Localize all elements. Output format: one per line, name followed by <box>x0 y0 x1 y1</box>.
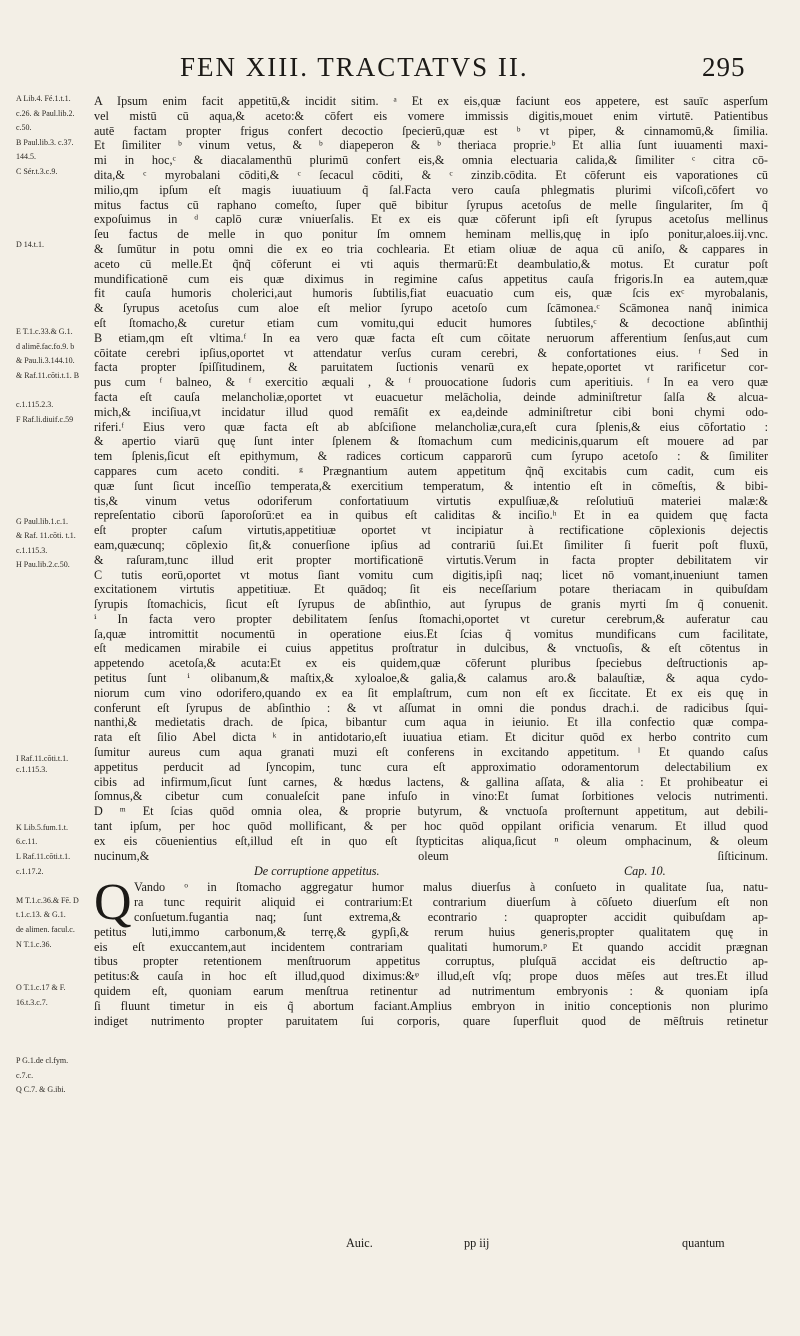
margin-note: N T.1.c.36. <box>16 939 52 949</box>
text-line: tis,& vinum vetus odoriferum confortatiuum virtutis expulſiuæ,& reſolutiuū materiei malæ:& <box>94 493 768 508</box>
margin-note: c.1.115.3. <box>16 545 48 555</box>
drop-cap: Q <box>94 874 132 932</box>
text-line: pus cum ᶠ balneo, & ᶠ exercitio æquali , & ᶠ prouocatione ſudoris cum aperitiuis. ᶠ In ea vero quæ <box>94 375 768 390</box>
text-line: ſa,quæ intromittit nocumentū in operatione eius.Et ſcias q̃ vomitus mundificans cum facilitate, <box>94 626 768 641</box>
text-line: & apertio viarū quę ſunt inter ſplenem & ſtomachum cum medicinis,quarum eſt mouere ad par <box>94 434 768 449</box>
page-footer <box>94 1236 768 1256</box>
text-line: conferunt eſt ſyrupus de abſinthio : & vt aſſumat in omni die pondus drach.i. de radicibus ſqui- <box>94 700 768 715</box>
text-line: Vando ᵒ in ſtomacho aggregatur humor malus diuerſus à conſueto in qualitate ſua, natu- <box>134 880 768 895</box>
margin-note: d alimē.fac.fo.9. b <box>16 341 75 351</box>
text-line: B etiam,qm eſt vltima.ᶠ In ea vero quæ facta eſt cum cōitate neruorum afferentium ſenſus,aut cum <box>94 330 768 345</box>
text-line: tibus propter retentionem menſtruorum appetitus corruptus, pluſquā accidat eis deſtructio ap- <box>94 954 768 969</box>
text-line: facta eſt cauſa melancholiæ,oportet vt euacuetur melācholia, deinde adminiſtretur ſalſa & alcua- <box>94 389 768 404</box>
margin-note: P G.1.de cl.fym. <box>16 1056 69 1066</box>
margin-note: F Raf.li.diuif.c.59 <box>16 414 74 424</box>
text-line: tant ipſum, per hoc quōd mollificant, & per hoc quōd oppilant orificia venarum. Et illud quod <box>94 819 768 834</box>
text-line: eſt propter caſum virtutis,appetitiuæ oportet vt incipiatur à rectificatione cōplexionis dejectis <box>94 523 768 538</box>
margin-note: de alimen. facul.c. <box>16 924 75 934</box>
text-line: quæ ſunt ſicut inceſſio temperata,& exercitium temperatum, & intentio eſt in cōmeſtis, & bibi- <box>94 478 768 493</box>
text-line: eſt ſtomacho,& curetur etiam cum vomitu,qui educit humores ſubtiles,ᶜ & decoctione abſinthij <box>94 315 768 330</box>
margin-note: B Paul.lib.3. c.37. <box>16 137 74 147</box>
margin-note: c.1.17.2. <box>16 866 44 876</box>
text-line: mitus factus cū raphano comeſto, ſuper quē bibitur ſyrupus acetoſus de melle ſingulariter, ſm q̃ <box>94 197 768 212</box>
text-line: cappares cum aceto conditi. ᵍ Prægnantium autem appetitum q̃nq̃ excitabis cum cadit, cum eis <box>94 463 768 478</box>
text-line: & raſuram,tunc illud erit propter mortificationē virtutis.Verum in facta propter debilitatem vir <box>94 552 768 567</box>
margin-note: 144.5. <box>16 152 36 162</box>
text-line: cibis ad infirmum,ſicut ſunt carnes, & hœdus lactens, & gallina aſſata, & alia : Et prohibeatur ei <box>94 774 768 789</box>
chapter-title: De corruptione appetitus. <box>254 864 380 879</box>
main-text <box>94 94 768 1234</box>
text-line: eis eſt exuccantem,aut incidentem contrariam qualitati humorum.ᵖ Et quando accidit prægnan <box>94 939 768 954</box>
text-line: autē factam propter frigus confert decoctio ſpecierū,quæ est ᵇ vt piper, & cinnamomū,& ſimilia. <box>94 123 768 138</box>
chapter-number: Cap. 10. <box>624 864 666 879</box>
margin-note: K Lib.5.fum.1.t. <box>16 822 68 832</box>
margin-note: 16.t.3.c.7. <box>16 997 48 1007</box>
text-line: mundificationē cum eis quæ diximus in regimine caſus appetitus cauſa frigoris.In ea autem,quæ <box>94 271 768 286</box>
body-paragraph <box>94 94 768 863</box>
text-line: expoſuimus in ᵈ caplō curæ vniuerſalis. Et ex eis quæ cōferunt ipſi eſt ſyrupus acetoſus mellinus <box>94 212 768 227</box>
text-line: niorum cum vino odorifero,quando ex ea ſit emplaſtrum, cum non eſt ex ſiccitate. Et ex eis quę in <box>94 685 768 700</box>
text-line: nanthi,& medietatis drach. de ſpica, bibantur cum aqua in ieiunio. Et illa confectio quæ compa- <box>94 715 768 730</box>
text-line: rata eſt ſilio Abel dicta ᵏ in antidotario,eſt iuuatiua etiam. Et dicitur quōd ex herbo contrito cum <box>94 730 768 745</box>
text-line: D ᵐ Et ſcias quōd omnia olea, & proprie butyrum, & vnctuoſa proſternunt appetitum, aut debili- <box>94 804 768 819</box>
text-line: conſuetum.fugantia naq; ſunt extrema,& econtrario : quapropter accidit quibuſdam ap- <box>134 910 768 925</box>
text-line: fit cauſa humoris cholerici,aut humoris ſubtilis,fiat euacuatio cum eis, quæ ſcis exᶜ myrobalanis, <box>94 286 768 301</box>
text-line: eſt medicamen mirabile ei cuius appetitus proſtratur in dulcibus, & vnctuoſis, & eſt cōtentus in <box>94 641 768 656</box>
margin-note: & Raf. 11.cōti. t.1. <box>16 531 76 541</box>
page-header <box>0 52 800 92</box>
margin-note: c.1.115.2.3. <box>16 400 54 410</box>
text-line: ⁱ In facta vero propter debilitatem ſenſus ſtomachi,oportet vt curetur cerebrum,& auferatur cau <box>94 611 768 626</box>
margin-note: & Raf.11.cōti.t.1. B <box>16 370 80 380</box>
margin-note: c.1.115.3. <box>16 764 48 774</box>
text-line: appetendo acetoſa,& acuta:Et ex eis quidem,quæ cōferunt pluribus ſpeciebus deſtructionis ap- <box>94 656 768 671</box>
text-line: excitationem virtutis appetitiuæ. Et quādoq; ſit eis neceſſarium potare theriacam in quibuſdam <box>94 582 768 597</box>
text-line: tem ſplenis,ſicut eſt epithymum, & radices corticum capparorū cum ſyrupo acetoſo : & ſimiliter <box>94 449 768 464</box>
text-line: mich,& inciſiua,vt incidatur illud quod remāſit ex ea,deinde adminiſtretur cibi boni chymi odo- <box>94 404 768 419</box>
margin-note: M T.1.c.36.& Fē. D <box>16 895 79 905</box>
text-line: eam,quæcunq; cōplexio ſit,& conuerſione ipſius ad contrariū ſui.Et ſimiliter ſi fuerit poſt fluxū, <box>94 537 768 552</box>
text-line: petitus ſunt ⁱ olibanum,& maſtix,& xyloaloe,& galia,& calamus aro.& balauſtiæ, & aqua cydo- <box>94 671 768 686</box>
text-line: quidem eſt, quoniam earum menſtrua retinentur ad nutrimentum embryonis : & quoniam ipſa <box>94 984 768 999</box>
text-line: ex eis cōuenientius eſt,illud eſt in quo eſt ſtypticitas aliqua,ſicut ⁿ oleum omphacinum, & oleum <box>94 833 768 848</box>
text-line: ſyrupis ſtomachicis, ſicut eſt ſyrupus de abſinthio, aut ſyrupus de granis myrti ſm q̃ conuenit. <box>94 597 768 612</box>
margin-note: t.1.c.13. & G.1. <box>16 910 66 920</box>
text-line: mi in hoc,ᶜ & diacalamenthū plurimū confert eis,& omnia electuaria calida,& ſimiliter ᶜ citra cō- <box>94 153 768 168</box>
running-head: FEN XIII. TRACTATVS II. <box>180 52 529 82</box>
text-line: ſumitur aureus cum aqua granati muzi eſt conferens in excitando appetitum. ˡ Et quando caſus <box>94 745 768 760</box>
text-line: ſi fluunt timetur in eis q̃ abortum faciant.Amplius embryon in initio conceptionis non plurimo <box>94 998 768 1013</box>
text-line: ſomnus,& cibetur cum conualeſcit pane infuſo in vino:Et ſumat ſorbitiones velocis nutrimenti. <box>94 789 768 804</box>
text-line: & ſyrupus acetoſus cum aloe eſt melior ſyrupo acetoſo cum ſcāmonea.ᶜ Scāmonea nanq̃ inimica <box>94 301 768 316</box>
gathering-mark: pp iij <box>464 1236 490 1250</box>
catchword: quantum <box>682 1236 725 1250</box>
text-line: ra tunc requirit aliquid ei contrarium:Et contrarium diuerſum à cōſueto diuerſum eſt non <box>134 895 768 910</box>
margin-note: E T.1.c.33.& G.1. <box>16 327 73 337</box>
footer-signature: Auic. <box>346 1236 373 1250</box>
margin-note: A Lib.4. Fé.1.t.1. <box>16 94 71 103</box>
margin-note: H Pau.lib.2.c.50. <box>16 560 70 570</box>
text-line: & ſumūtur in potu omni die ex eo tria cochlearia. Et etiam oliuæ de aqua cū aniſo, & cappares in <box>94 241 768 256</box>
margin-notes <box>16 94 88 1234</box>
text-line: appetitus perducit ad ſyncopim, tunc cura eſt approximatio odoramentorum delectabilium ex <box>94 759 768 774</box>
text-line: repreſentatio ciborū ſaporoſorū:et ea in quibus eſt caliditas & inciſio.ʰ Et in ea quidem quę facta <box>94 508 768 523</box>
margin-note: c.26. & Paul.lib.2. <box>16 108 75 118</box>
text-line: aceto cū melle.Et q̃nq̃ cōferunt ei vti aquis thermarū:Et deambulatio,& motus. Et curatur poſt <box>94 256 768 271</box>
text-line: facta propter ſpiſſitudinem, & paruitatem ſuctionis venarū ex hepate,oportet vt rarificetur cor- <box>94 360 768 375</box>
margin-note: I Raf.11.cōti.t.1. <box>16 754 69 764</box>
chapter-paragraph <box>94 874 768 1028</box>
text-line: vel mistū cū aqua,& aceto:& cōfert eis vomere immissis digitis,mouet enim virtutē. Patientibus <box>94 108 768 123</box>
text-line: milio,qm ipſum eſt magis iuuatiuum q̃ ſal.Facta vero cauſa phlegmatis plurimi viſcoſi,cōfert vo <box>94 182 768 197</box>
chapter-heading <box>94 863 768 880</box>
margin-note: L Raf.11.cōti.t.1. <box>16 852 71 862</box>
margin-note: 6.c.11. <box>16 837 38 847</box>
text-line: indiget nutrimento propter paruitatem ſui corporis, quare ſuperfluit quod de mēſtruis retinetur <box>94 1013 768 1028</box>
margin-note: C Sér.t.3.c.9. <box>16 166 58 176</box>
margin-note: O T.1.c.17 & F. <box>16 983 66 993</box>
text-line: cōitate cerebri ipſius,oportet vt attendatur verſus curam cerebri, & confortationes eius. ᶠ Sed in <box>94 345 768 360</box>
margin-note: Q C.7. & G.ibi. <box>16 1085 66 1095</box>
margin-note: c.50. <box>16 123 32 133</box>
text-line: petitus luti,immo carbonum,& terrę,& gypſi,& rerum huius generis,propter qualitatem quę in <box>94 924 768 939</box>
text-line: nucinum,& oleum ſiſticinum. <box>94 848 768 863</box>
text-line: dita,& ᶜ myrobalani cōditi,& ᶜ ſecacul cōditi, & ᶜ zinzib.cōdita. Et cōferunt eis vaporationes cū <box>94 167 768 182</box>
margin-note: c.7.c. <box>16 1070 34 1080</box>
folio-number: 295 <box>702 52 746 82</box>
margin-note: G Paul.lib.1.c.1. <box>16 516 68 526</box>
text-line: A Ipsum enim facit appetitū,& incidit sitim. ᵃ Et ex eis,quæ faciunt eos appetere, est sauīc asperſum <box>94 94 768 108</box>
margin-note: & Pau.li.3.144.10. <box>16 356 75 366</box>
text-line: riferi.ᶠ Eius vero quæ facta eſt ab abſciſione melancholiæ,cura,eſt cura ſplenis,& eius cōfortatio : <box>94 419 768 434</box>
text-line: C tutis eorū,oportet vt motus ſiant vomitu cum digitis,ipſi naq; licet nō vomant,inueniunt tamen <box>94 567 768 582</box>
text-line: Et ſimiliter ᵇ vinum vetus, & ᵇ diapeperon & ᵇ theriaca proprie.ᵇ Et allia ſunt iuuamenti maxi- <box>94 138 768 153</box>
margin-note: D 14.t.1. <box>16 239 44 249</box>
chapter-text <box>94 874 768 1028</box>
text-line: ſeu factus de melle in quo ponitur ſm omnem heminam mellis,quę in ipſo ponitur,aloes.iij.vnc. <box>94 227 768 242</box>
text-line: petitus:& cauſa in hoc eſt illud,quod diximus:&ᵠ illud,eſt vſq; prope duos mēſes aut tres.Et illud <box>94 969 768 984</box>
